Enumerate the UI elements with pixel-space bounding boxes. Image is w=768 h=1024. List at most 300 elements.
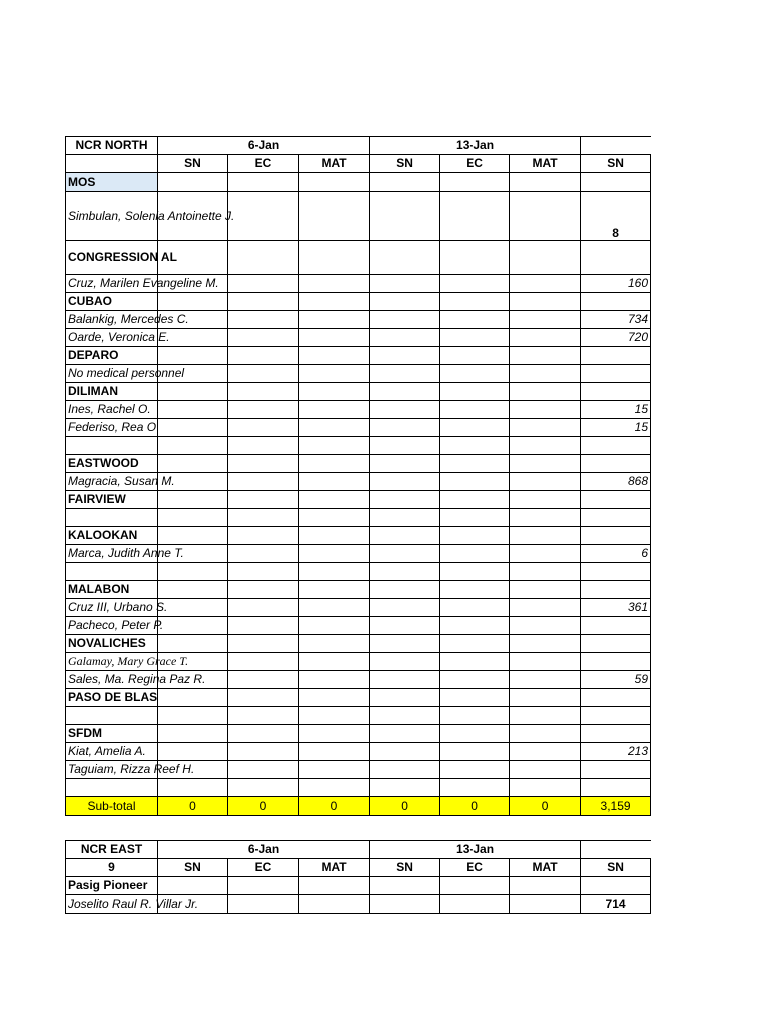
cell — [510, 725, 581, 743]
col-header: SN — [158, 859, 228, 877]
cell — [228, 329, 299, 347]
person-name: Cruz III, Urbano S. — [66, 599, 158, 617]
cell — [228, 743, 299, 761]
cell — [440, 895, 510, 914]
sn-value — [581, 527, 651, 545]
office-row — [66, 689, 651, 707]
cell — [370, 192, 440, 241]
cell — [510, 599, 581, 617]
cell — [299, 895, 370, 914]
subtotal-value: 0 — [299, 797, 370, 816]
cell — [228, 761, 299, 779]
cell — [299, 241, 370, 275]
cell — [440, 725, 510, 743]
cell — [581, 137, 651, 155]
col-header: SN — [158, 155, 228, 173]
cell — [228, 383, 299, 401]
cell — [299, 671, 370, 689]
person-name — [66, 563, 158, 581]
person-row — [66, 365, 651, 383]
col-header: SN — [370, 155, 440, 173]
cell — [299, 635, 370, 653]
cell — [228, 725, 299, 743]
cell — [228, 527, 299, 545]
person-row — [66, 275, 651, 293]
cell — [299, 437, 370, 455]
office-label: SFDM — [66, 725, 158, 743]
sn-value — [581, 563, 651, 581]
cell — [228, 173, 299, 192]
cell — [370, 293, 440, 311]
cell — [228, 671, 299, 689]
cell — [440, 563, 510, 581]
office-row — [66, 455, 651, 473]
cell — [370, 473, 440, 491]
office-row — [66, 527, 651, 545]
cell — [370, 401, 440, 419]
sn-value — [581, 437, 651, 455]
cell — [299, 473, 370, 491]
cell — [299, 599, 370, 617]
person-row — [66, 329, 651, 347]
cell — [370, 689, 440, 707]
office-row — [66, 581, 651, 599]
cell — [510, 293, 581, 311]
person-name: Sales, Ma. Regina Paz R. — [66, 671, 158, 689]
col-header: EC — [228, 859, 299, 877]
person-name: No medical personnel — [66, 365, 158, 383]
cell — [228, 509, 299, 527]
sn-value: 868 — [581, 473, 651, 491]
cell — [510, 653, 581, 671]
subtotal-value: 0 — [158, 797, 228, 816]
cell — [158, 563, 228, 581]
sn-value — [581, 653, 651, 671]
cell — [370, 509, 440, 527]
cell — [510, 743, 581, 761]
cell — [440, 491, 510, 509]
cell — [440, 473, 510, 491]
cell — [158, 173, 228, 192]
cell — [158, 581, 228, 599]
cell — [370, 707, 440, 725]
subtotal-label: Sub-total — [66, 797, 158, 816]
person-name — [66, 509, 158, 527]
person-row — [66, 671, 651, 689]
cell — [370, 419, 440, 437]
cell — [158, 707, 228, 725]
col-header: SN — [581, 859, 651, 877]
col-header: SN — [581, 155, 651, 173]
cell — [510, 473, 581, 491]
sn-value: 734 — [581, 311, 651, 329]
cell — [510, 707, 581, 725]
cell — [440, 419, 510, 437]
cell — [299, 311, 370, 329]
cell — [370, 365, 440, 383]
cell — [158, 527, 228, 545]
cell — [440, 545, 510, 563]
col-header: EC — [440, 155, 510, 173]
cell — [510, 347, 581, 365]
person-row — [66, 545, 651, 563]
person-name — [66, 437, 158, 455]
cell — [440, 311, 510, 329]
north-rows — [66, 173, 651, 797]
person-name: Balankig, Mercedes C. — [66, 311, 158, 329]
cell — [370, 671, 440, 689]
cell — [510, 311, 581, 329]
cell — [370, 241, 440, 275]
person-name: Simbulan, Solenia Antoinette J. — [66, 192, 158, 241]
cell — [228, 581, 299, 599]
cell — [370, 173, 440, 192]
cell — [228, 895, 299, 914]
cell — [440, 192, 510, 241]
sn-value: 6 — [581, 545, 651, 563]
cell — [510, 877, 581, 895]
person-name: Galamay, Mary Grace T. — [66, 653, 158, 671]
person-name: Ines, Rachel O. — [66, 401, 158, 419]
person-row — [66, 599, 651, 617]
cell — [228, 241, 299, 275]
cell — [228, 635, 299, 653]
cell — [510, 563, 581, 581]
cell — [228, 192, 299, 241]
cell — [440, 877, 510, 895]
sn-value — [581, 509, 651, 527]
sn-value: 714 — [581, 895, 651, 914]
cell — [370, 581, 440, 599]
cell — [299, 581, 370, 599]
cell — [510, 545, 581, 563]
cell — [440, 347, 510, 365]
col-header: SN — [370, 859, 440, 877]
blank-row — [66, 509, 651, 527]
cell — [440, 653, 510, 671]
cell — [370, 347, 440, 365]
cell — [299, 455, 370, 473]
cell — [228, 473, 299, 491]
sn-value — [581, 617, 651, 635]
col-header: MAT — [510, 859, 581, 877]
col-header: MAT — [299, 155, 370, 173]
cell — [370, 635, 440, 653]
cell — [158, 877, 228, 895]
office-row — [66, 347, 651, 365]
cell — [510, 895, 581, 914]
cell — [299, 707, 370, 725]
sn-value — [581, 173, 651, 192]
cell — [299, 653, 370, 671]
cell — [440, 173, 510, 192]
cell — [158, 689, 228, 707]
person-row — [66, 473, 651, 491]
cell — [440, 581, 510, 599]
office-row — [66, 635, 651, 653]
cell — [440, 383, 510, 401]
date-header: 13-Jan — [370, 841, 581, 859]
cell — [299, 617, 370, 635]
cell — [510, 581, 581, 599]
person-name: Marca, Judith Anne T. — [66, 545, 158, 563]
cell — [510, 509, 581, 527]
cell — [510, 527, 581, 545]
cell — [440, 671, 510, 689]
cell — [370, 779, 440, 797]
cell — [299, 365, 370, 383]
cell — [510, 365, 581, 383]
sn-value — [581, 491, 651, 509]
cell — [299, 689, 370, 707]
office-label: PASO DE BLAS — [66, 689, 158, 707]
cell — [440, 401, 510, 419]
sn-value — [581, 635, 651, 653]
cell — [228, 365, 299, 383]
sn-value — [581, 779, 651, 797]
subtotal-value: 0 — [440, 797, 510, 816]
cell — [158, 437, 228, 455]
cell — [299, 545, 370, 563]
cell — [228, 779, 299, 797]
date-header: 6-Jan — [158, 137, 370, 155]
sn-value — [581, 761, 651, 779]
cell — [440, 743, 510, 761]
cell — [299, 347, 370, 365]
sn-value: 15 — [581, 401, 651, 419]
cell — [228, 599, 299, 617]
cell — [158, 635, 228, 653]
cell — [228, 707, 299, 725]
cell — [370, 437, 440, 455]
cell — [228, 347, 299, 365]
office-row — [66, 491, 651, 509]
cell — [510, 192, 581, 241]
cell — [510, 689, 581, 707]
cell — [299, 563, 370, 581]
sn-value — [581, 293, 651, 311]
cell — [510, 329, 581, 347]
cell — [370, 545, 440, 563]
office-label: NOVALICHES — [66, 635, 158, 653]
cell — [440, 599, 510, 617]
cell — [158, 293, 228, 311]
office-row — [66, 293, 651, 311]
cell — [370, 653, 440, 671]
cell — [228, 437, 299, 455]
col-header: EC — [228, 155, 299, 173]
sn-value — [581, 383, 651, 401]
subtotal-value: 0 — [510, 797, 581, 816]
cell — [440, 617, 510, 635]
count-cell: 9 — [66, 859, 158, 877]
cell — [299, 293, 370, 311]
cell — [299, 761, 370, 779]
subtotal-value: 3,159 — [581, 797, 651, 816]
sn-value — [581, 689, 651, 707]
blank-row — [66, 779, 651, 797]
cell — [228, 419, 299, 437]
cell — [299, 419, 370, 437]
cell — [370, 275, 440, 293]
region-header: NCR EAST — [66, 841, 158, 859]
cell — [228, 653, 299, 671]
cell — [299, 877, 370, 895]
office-label: CUBAO — [66, 293, 158, 311]
person-row — [66, 192, 651, 241]
office-label: FAIRVIEW — [66, 491, 158, 509]
person-row — [66, 743, 651, 761]
cell — [158, 725, 228, 743]
person-name — [66, 779, 158, 797]
cell — [299, 329, 370, 347]
cell — [510, 779, 581, 797]
cell — [510, 617, 581, 635]
person-name: Oarde, Veronica E. — [66, 329, 158, 347]
person-name: Taguiam, Rizza Reef H. — [66, 761, 158, 779]
cell — [370, 563, 440, 581]
subtotal-row — [66, 797, 651, 816]
office-label: CONGRESSION AL — [66, 241, 158, 275]
office-row — [66, 383, 651, 401]
cell — [158, 401, 228, 419]
sn-value: 8 — [581, 192, 651, 241]
cell — [370, 491, 440, 509]
cell — [440, 241, 510, 275]
sn-value: 361 — [581, 599, 651, 617]
person-name: Cruz, Marilen Evangeline M. — [66, 275, 158, 293]
blank-row — [66, 437, 651, 455]
cell — [440, 293, 510, 311]
cell — [440, 707, 510, 725]
cell — [158, 599, 228, 617]
cell — [299, 527, 370, 545]
ncr-east-table — [65, 840, 651, 914]
cell — [299, 401, 370, 419]
cell — [299, 275, 370, 293]
blank-row — [66, 563, 651, 581]
office-label: DILIMAN — [66, 383, 158, 401]
cell — [440, 635, 510, 653]
person-row — [66, 653, 651, 671]
sn-value — [581, 707, 651, 725]
cell — [299, 779, 370, 797]
cell — [299, 383, 370, 401]
cell — [158, 383, 228, 401]
cell — [510, 383, 581, 401]
person-name: Kiat, Amelia A. — [66, 743, 158, 761]
cell — [510, 275, 581, 293]
cell — [228, 311, 299, 329]
sn-value: 15 — [581, 419, 651, 437]
cell — [158, 455, 228, 473]
cell — [370, 743, 440, 761]
sn-value — [581, 725, 651, 743]
cell — [370, 329, 440, 347]
cell — [370, 761, 440, 779]
cell — [228, 877, 299, 895]
cell — [299, 743, 370, 761]
cell — [228, 293, 299, 311]
cell — [299, 725, 370, 743]
cell — [370, 383, 440, 401]
cell — [158, 491, 228, 509]
sn-value — [581, 347, 651, 365]
office-label: Pasig Pioneer — [66, 877, 158, 895]
cell — [440, 527, 510, 545]
office-label: MOS — [66, 173, 158, 192]
subtotal-value: 0 — [370, 797, 440, 816]
sn-value — [581, 365, 651, 383]
cell — [228, 563, 299, 581]
cell — [440, 455, 510, 473]
cell — [370, 725, 440, 743]
person-name: Magracia, Susan M. — [66, 473, 158, 491]
date-header: 13-Jan — [370, 137, 581, 155]
cell — [228, 275, 299, 293]
cell — [510, 671, 581, 689]
office-label: DEPARO — [66, 347, 158, 365]
cell — [158, 347, 228, 365]
cell — [440, 275, 510, 293]
person-row — [66, 617, 651, 635]
cell — [370, 617, 440, 635]
cell — [440, 509, 510, 527]
cell — [510, 437, 581, 455]
cell — [370, 895, 440, 914]
cell — [158, 779, 228, 797]
cell — [299, 173, 370, 192]
person-row — [66, 401, 651, 419]
cell — [440, 437, 510, 455]
office-row — [66, 173, 651, 192]
col-header: EC — [440, 859, 510, 877]
cell — [440, 779, 510, 797]
cell — [510, 173, 581, 192]
cell — [299, 491, 370, 509]
cell — [158, 617, 228, 635]
col-header: MAT — [510, 155, 581, 173]
cell — [510, 491, 581, 509]
sn-value: 720 — [581, 329, 651, 347]
cell — [510, 241, 581, 275]
ncr-north-table — [65, 136, 651, 816]
person-name — [66, 707, 158, 725]
office-label: EASTWOOD — [66, 455, 158, 473]
cell — [440, 761, 510, 779]
office-row — [66, 725, 651, 743]
cell — [370, 877, 440, 895]
person-row — [66, 761, 651, 779]
cell — [440, 689, 510, 707]
cell — [299, 192, 370, 241]
cell — [66, 155, 158, 173]
person-row — [66, 311, 651, 329]
cell — [228, 455, 299, 473]
cell — [370, 599, 440, 617]
cell — [158, 509, 228, 527]
person-row — [66, 419, 651, 437]
cell — [158, 419, 228, 437]
person-name: Joselito Raul R. Villar Jr. — [66, 895, 158, 914]
cell — [510, 401, 581, 419]
cell — [510, 635, 581, 653]
person-name: Pacheco, Peter P. — [66, 617, 158, 635]
cell — [440, 329, 510, 347]
cell — [158, 743, 228, 761]
cell — [228, 401, 299, 419]
cell — [440, 365, 510, 383]
